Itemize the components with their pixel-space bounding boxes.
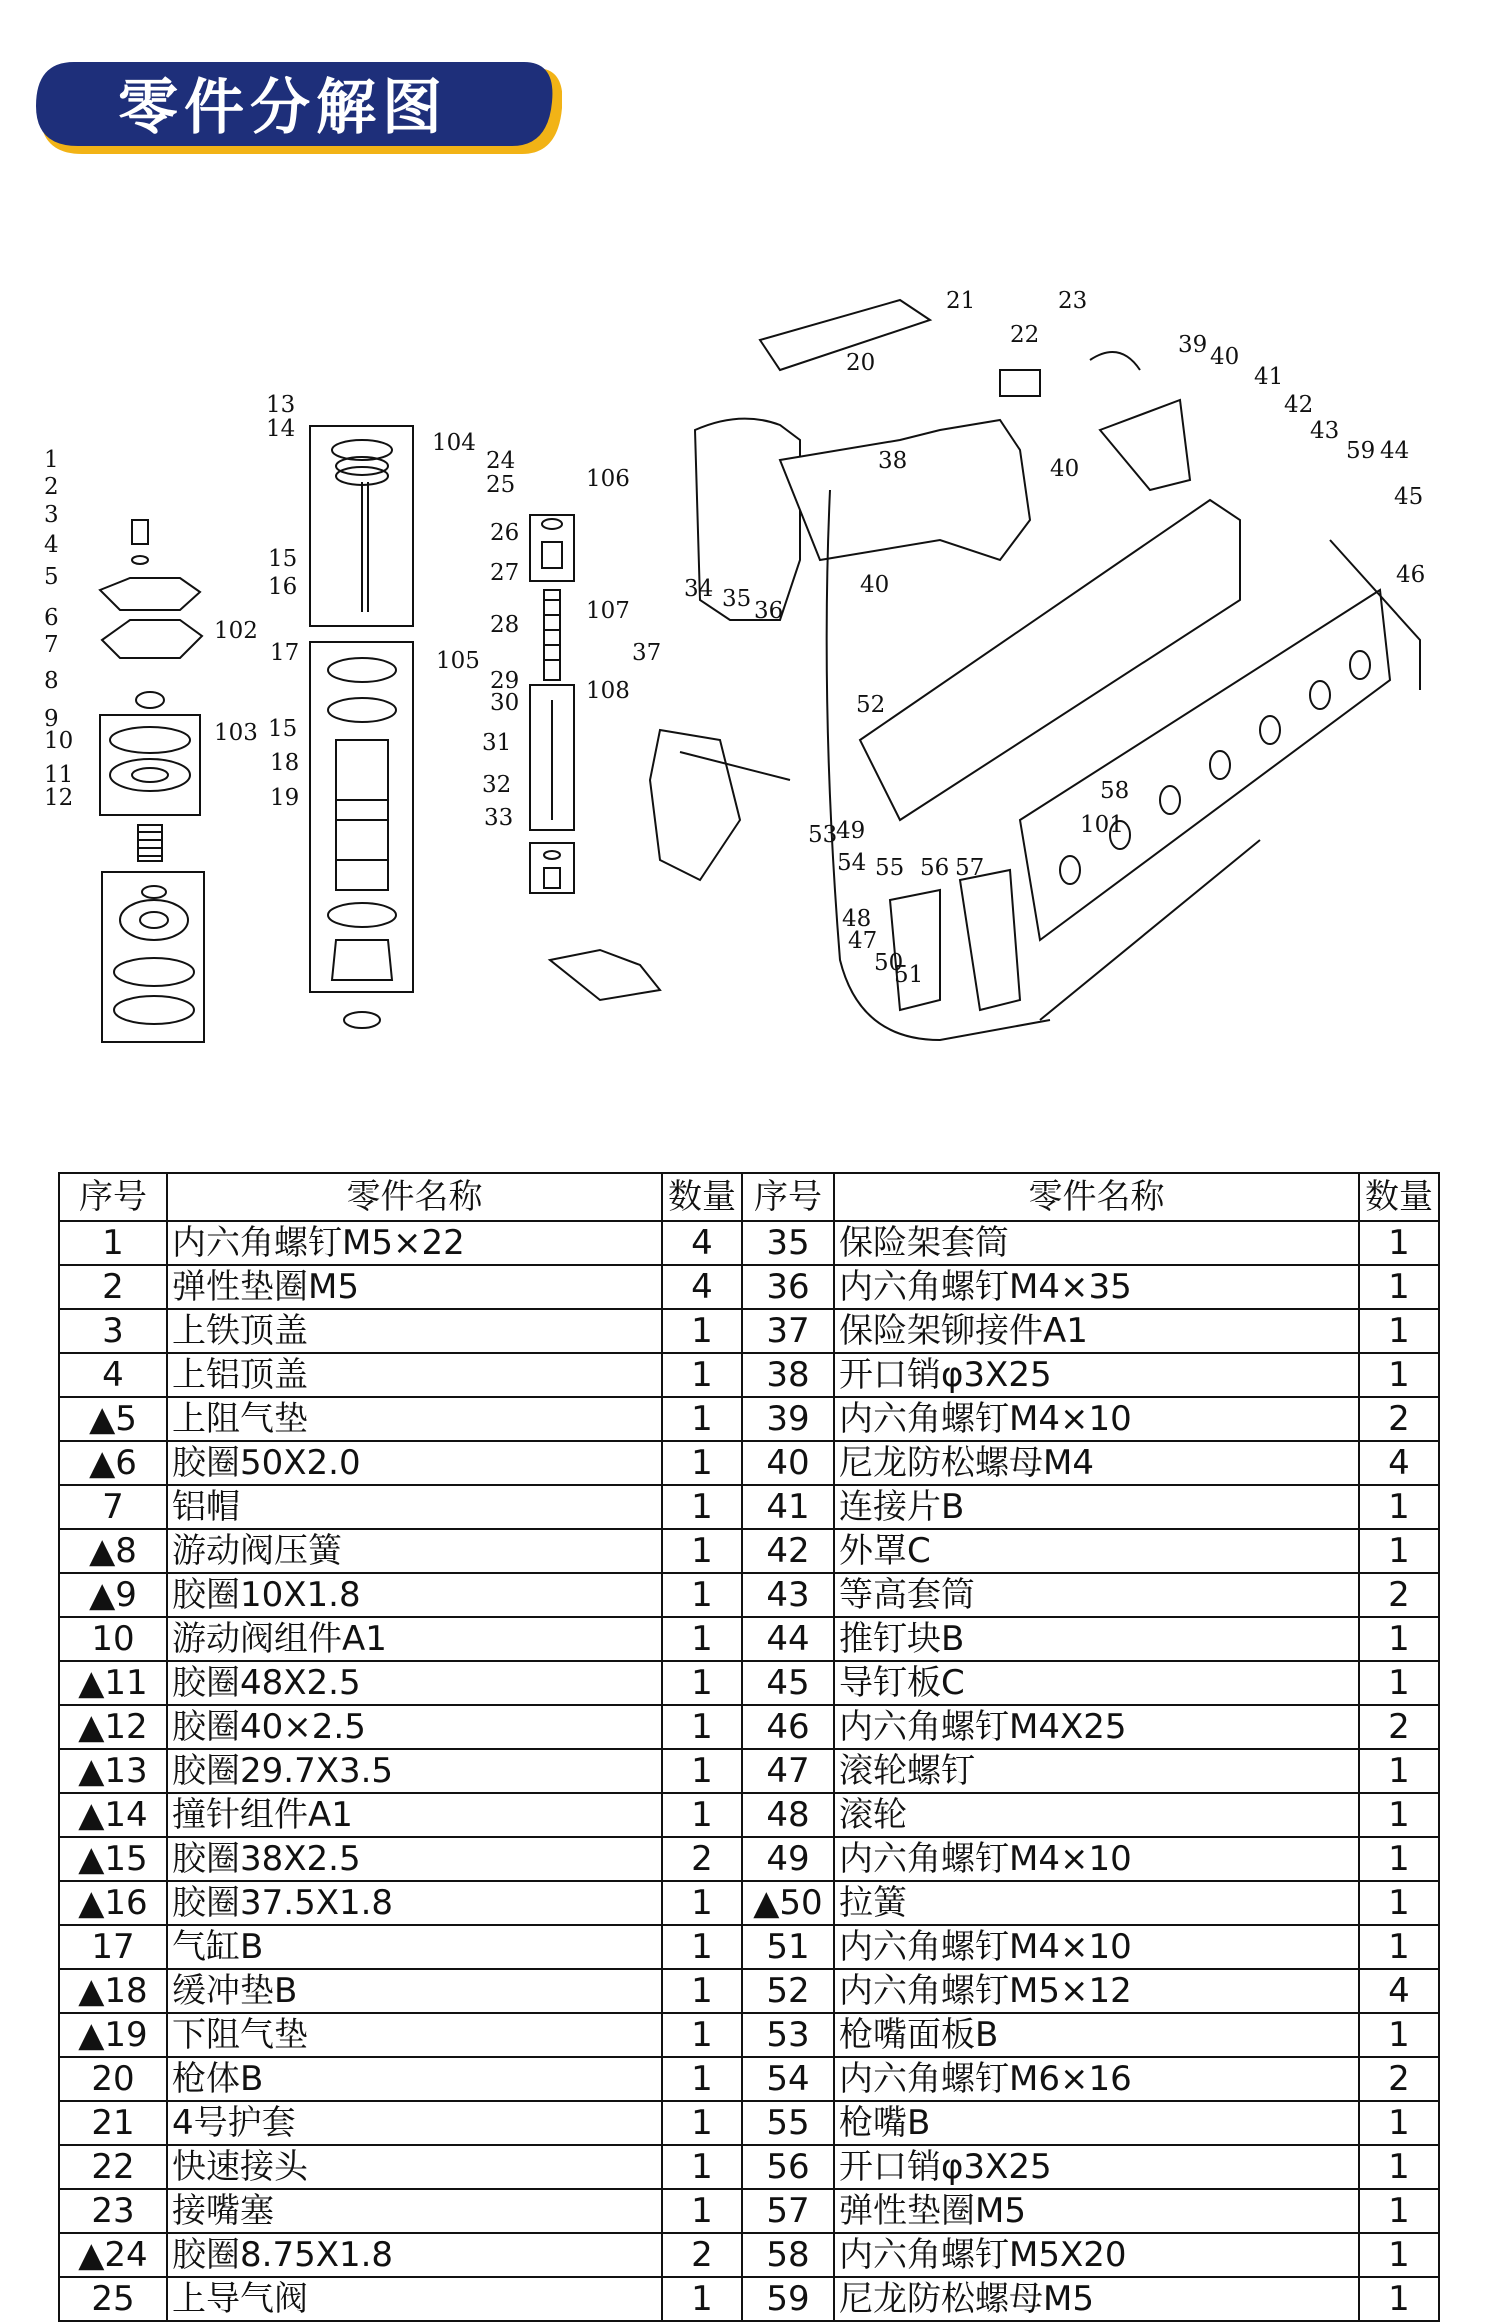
part-name: 滚轮 [834,1793,1359,1837]
table-row [59,1925,1439,1969]
table-row [59,2145,1439,2189]
part-name: 内六角螺钉M4×10 [834,1397,1359,1441]
header-qty-right: 数量 [1359,1173,1439,1221]
part-name: 内六角螺钉M4×10 [834,1837,1359,1881]
table-row [59,2101,1439,2145]
callout-label: 7 [44,632,59,658]
table-row [59,2189,1439,2233]
part-qty: 2 [1359,1397,1439,1441]
callout-label: 40 [860,572,890,598]
table-row [59,1265,1439,1309]
callout-label: 5 [44,564,59,590]
part-name: 胶圈37.5X1.8 [167,1881,662,1925]
callout-label: 16 [268,574,298,600]
part-no: ▲5 [59,1397,167,1441]
part-name: 弹性垫圈M5 [834,2189,1359,2233]
part-name: 内六角螺钉M5X20 [834,2233,1359,2277]
callout-label: 19 [270,785,300,811]
part-name: 枪嘴B [834,2101,1359,2145]
part-qty: 1 [1359,1881,1439,1925]
callout-label: 10 [44,728,74,754]
table-row [59,1353,1439,1397]
callout-label: 34 [684,576,714,602]
part-name: 胶圈38X2.5 [167,1837,662,1881]
part-name: 胶圈48X2.5 [167,1661,662,1705]
table-row [59,2233,1439,2277]
part-name: 铝帽 [167,1485,662,1529]
part-no: 42 [742,1529,834,1573]
part-qty: 1 [662,1353,742,1397]
callout-label: 38 [878,448,908,474]
part-no: ▲8 [59,1529,167,1573]
part-no: ▲14 [59,1793,167,1837]
callout-label: 45 [1394,484,1424,510]
header-no-right: 序号 [742,1173,834,1221]
part-qty: 1 [662,1925,742,1969]
callout-label: 103 [214,720,258,746]
part-name: 导钉板C [834,1661,1359,1705]
table-row [59,1529,1439,1573]
callout-label: 56 [920,855,950,881]
part-name: 尼龙防松螺母M4 [834,1441,1359,1485]
header-name-left: 零件名称 [167,1173,662,1221]
part-no: ▲19 [59,2013,167,2057]
table-row [59,1837,1439,1881]
callout-label: 58 [1100,778,1130,804]
part-qty: 1 [662,1441,742,1485]
part-name: 上铝顶盖 [167,1353,662,1397]
table-header-row [59,1173,1439,1221]
table-row [59,1881,1439,1925]
part-no: 40 [742,1441,834,1485]
part-no: 39 [742,1397,834,1441]
callout-label: 8 [44,668,59,694]
part-name: 撞针组件A1 [167,1793,662,1837]
callout-label: 28 [490,612,520,638]
part-name: 内六角螺钉M4X25 [834,1705,1359,1749]
part-qty: 1 [662,1529,742,1573]
part-no: 23 [59,2189,167,2233]
callout-label: 27 [490,560,520,586]
part-name: 上导气阀 [167,2277,662,2321]
part-qty: 1 [1359,1485,1439,1529]
part-name: 弹性垫圈M5 [167,1265,662,1309]
callout-label: 29 [490,668,520,694]
part-no: 52 [742,1969,834,2013]
part-qty: 2 [662,2233,742,2277]
page-title: 零件分解图 [118,73,448,143]
part-name: 4号护套 [167,2101,662,2145]
callout-label: 46 [1396,562,1426,588]
part-qty: 1 [1359,2277,1439,2321]
callout-label: 14 [266,416,296,442]
exploded-parts-diagram [40,260,1460,1120]
part-qty: 4 [662,1265,742,1309]
callout-label: 43 [1310,418,1340,444]
callout-label: 30 [490,690,520,716]
callout-label: 33 [484,805,514,831]
part-no: 54 [742,2057,834,2101]
part-qty: 1 [1359,2189,1439,2233]
part-name: 推钉块B [834,1617,1359,1661]
part-qty: 1 [662,1705,742,1749]
part-name: 内六角螺钉M5×22 [167,1221,662,1265]
part-no: 37 [742,1309,834,1353]
part-name: 下阻气垫 [167,2013,662,2057]
part-no: 55 [742,2101,834,2145]
part-name: 枪体B [167,2057,662,2101]
part-qty: 1 [1359,1793,1439,1837]
part-no: 59 [742,2277,834,2321]
part-name: 上阻气垫 [167,1397,662,1441]
part-qty: 1 [1359,1617,1439,1661]
part-name: 开口销φ3X25 [834,2145,1359,2189]
table-row [59,1617,1439,1661]
part-no: 57 [742,2189,834,2233]
callout-label: 51 [894,962,924,988]
callout-label: 47 [848,928,878,954]
parts-table [58,1172,1440,2322]
part-no: ▲13 [59,1749,167,1793]
callout-label: 6 [44,605,59,631]
part-qty: 1 [1359,1661,1439,1705]
part-qty: 1 [1359,1221,1439,1265]
part-no: 56 [742,2145,834,2189]
table-row [59,2277,1439,2321]
part-name: 气缸B [167,1925,662,1969]
part-name: 枪嘴面板B [834,2013,1359,2057]
part-qty: 1 [662,1793,742,1837]
part-qty: 1 [662,2145,742,2189]
callout-label: 37 [632,640,662,666]
callout-label: 107 [586,598,630,624]
part-no: 22 [59,2145,167,2189]
part-no: 48 [742,1793,834,1837]
callout-label: 9 [44,706,59,732]
part-name: 胶圈40×2.5 [167,1705,662,1749]
part-qty: 1 [1359,1265,1439,1309]
part-no: 35 [742,1221,834,1265]
part-no: 10 [59,1617,167,1661]
callout-label: 36 [754,598,784,624]
callout-label: 22 [1010,322,1040,348]
part-no: ▲50 [742,1881,834,1925]
part-qty: 1 [662,1309,742,1353]
part-qty: 1 [662,1485,742,1529]
part-qty: 1 [662,2057,742,2101]
part-no: 49 [742,1837,834,1881]
part-name: 内六角螺钉M5×12 [834,1969,1359,2013]
part-qty: 1 [662,1573,742,1617]
part-name: 保险架铆接件A1 [834,1309,1359,1353]
part-no: ▲15 [59,1837,167,1881]
part-no: 1 [59,1221,167,1265]
part-no: ▲12 [59,1705,167,1749]
part-qty: 1 [1359,1309,1439,1353]
header-no-left: 序号 [59,1173,167,1221]
callout-label: 12 [44,785,74,811]
part-qty: 1 [662,1749,742,1793]
part-no: ▲11 [59,1661,167,1705]
part-qty: 1 [1359,1925,1439,1969]
part-no: 53 [742,2013,834,2057]
part-qty: 2 [1359,1705,1439,1749]
callout-label: 15 [268,546,298,572]
part-name: 快速接头 [167,2145,662,2189]
part-no: 43 [742,1573,834,1617]
callout-label: 59 [1346,438,1376,464]
part-name: 胶圈29.7X3.5 [167,1749,662,1793]
callout-label: 20 [846,350,876,376]
part-no: 2 [59,1265,167,1309]
part-qty: 1 [662,2101,742,2145]
part-qty: 1 [1359,2101,1439,2145]
part-qty: 1 [1359,1529,1439,1573]
part-name: 滚轮螺钉 [834,1749,1359,1793]
part-qty: 1 [662,2013,742,2057]
part-qty: 1 [662,2189,742,2233]
callout-label: 40 [1050,456,1080,482]
part-name: 上铁顶盖 [167,1309,662,1353]
part-qty: 1 [1359,2233,1439,2277]
diagram-labels [44,288,1425,988]
callout-label: 42 [1284,392,1314,418]
callout-label: 18 [270,750,300,776]
part-no: ▲24 [59,2233,167,2277]
callout-label: 49 [836,818,866,844]
callout-label: 104 [432,430,476,456]
part-no: 21 [59,2101,167,2145]
callout-label: 50 [874,950,904,976]
part-no: 20 [59,2057,167,2101]
part-qty: 4 [662,1221,742,1265]
callout-label: 23 [1058,288,1088,314]
callout-label: 35 [722,586,752,612]
callout-label: 39 [1178,332,1208,358]
part-name: 等高套筒 [834,1573,1359,1617]
part-no: 51 [742,1925,834,1969]
table-row [59,1793,1439,1837]
table-row [59,1573,1439,1617]
callout-label: 11 [44,762,74,788]
part-qty: 2 [662,1837,742,1881]
callout-label: 106 [586,466,630,492]
callout-label: 105 [436,648,480,674]
callout-label: 15 [268,716,298,742]
callout-label: 31 [482,730,512,756]
table-row [59,1661,1439,1705]
part-qty: 1 [1359,1749,1439,1793]
part-name: 内六角螺钉M4×35 [834,1265,1359,1309]
part-no: 44 [742,1617,834,1661]
part-name: 连接片B [834,1485,1359,1529]
part-name: 拉簧 [834,1881,1359,1925]
part-name: 胶圈8.75X1.8 [167,2233,662,2277]
part-qty: 1 [662,1397,742,1441]
table-row [59,2013,1439,2057]
part-no: 47 [742,1749,834,1793]
part-name: 游动阀压簧 [167,1529,662,1573]
part-name: 接嘴塞 [167,2189,662,2233]
header-qty-left: 数量 [662,1173,742,1221]
callout-label: 26 [490,520,520,546]
part-no: 7 [59,1485,167,1529]
callout-label: 4 [44,532,59,558]
callout-label: 2 [44,474,59,500]
part-no: 46 [742,1705,834,1749]
part-no: 3 [59,1309,167,1353]
part-qty: 1 [662,1969,742,2013]
part-name: 游动阀组件A1 [167,1617,662,1661]
callout-label: 57 [955,855,985,881]
table-row [59,1705,1439,1749]
part-qty: 1 [662,1881,742,1925]
callout-label: 17 [270,640,300,666]
part-qty: 1 [662,1617,742,1661]
callout-label: 41 [1254,364,1284,390]
table-row [59,1221,1439,1265]
part-qty: 2 [1359,2057,1439,2101]
part-name: 保险架套筒 [834,1221,1359,1265]
table-row [59,1309,1439,1353]
table-row [59,1485,1439,1529]
part-name: 胶圈50X2.0 [167,1441,662,1485]
callout-label: 108 [586,678,630,704]
callout-label: 3 [44,502,59,528]
callout-label: 48 [842,906,872,932]
diagram-drawing [40,260,1460,1120]
callout-label: 21 [946,288,976,314]
callout-label: 13 [266,392,296,418]
table-row [59,1749,1439,1793]
callout-label: 1 [44,447,59,473]
callout-label: 25 [486,472,516,498]
part-no: 38 [742,1353,834,1397]
callout-label: 54 [837,850,867,876]
callout-label: 55 [875,855,905,881]
callout-label: 40 [1210,344,1240,370]
callout-label: 52 [856,692,886,718]
part-qty: 1 [662,2277,742,2321]
part-name: 内六角螺钉M4×10 [834,1925,1359,1969]
part-name: 缓冲垫B [167,1969,662,2013]
table-row [59,2057,1439,2101]
part-qty: 4 [1359,1441,1439,1485]
callout-label: 101 [1080,812,1124,838]
part-qty: 4 [1359,1969,1439,2013]
part-qty: 2 [1359,1573,1439,1617]
part-no: 58 [742,2233,834,2277]
part-qty: 1 [1359,2145,1439,2189]
header-name-right: 零件名称 [834,1173,1359,1221]
part-no: 45 [742,1661,834,1705]
part-no: ▲16 [59,1881,167,1925]
part-qty: 1 [662,1661,742,1705]
callout-label: 24 [486,448,516,474]
part-qty: 1 [1359,1837,1439,1881]
parts-table-body [59,1221,1439,2321]
title-banner [36,62,562,154]
part-no: ▲18 [59,1969,167,2013]
table-row [59,1441,1439,1485]
part-name: 开口销φ3X25 [834,1353,1359,1397]
part-no: 41 [742,1485,834,1529]
callout-label: 32 [482,772,512,798]
part-no: 4 [59,1353,167,1397]
part-qty: 1 [1359,2013,1439,2057]
callout-label: 102 [214,618,258,644]
part-name: 胶圈10X1.8 [167,1573,662,1617]
callout-label: 53 [808,822,838,848]
part-name: 尼龙防松螺母M5 [834,2277,1359,2321]
table-row [59,1969,1439,2013]
part-no: ▲9 [59,1573,167,1617]
part-no: 25 [59,2277,167,2321]
part-no: 17 [59,1925,167,1969]
part-name: 外罩C [834,1529,1359,1573]
part-no: ▲6 [59,1441,167,1485]
table-row [59,1397,1439,1441]
callout-label: 44 [1380,438,1410,464]
part-no: 36 [742,1265,834,1309]
part-name: 内六角螺钉M6×16 [834,2057,1359,2101]
part-qty: 1 [1359,1353,1439,1397]
